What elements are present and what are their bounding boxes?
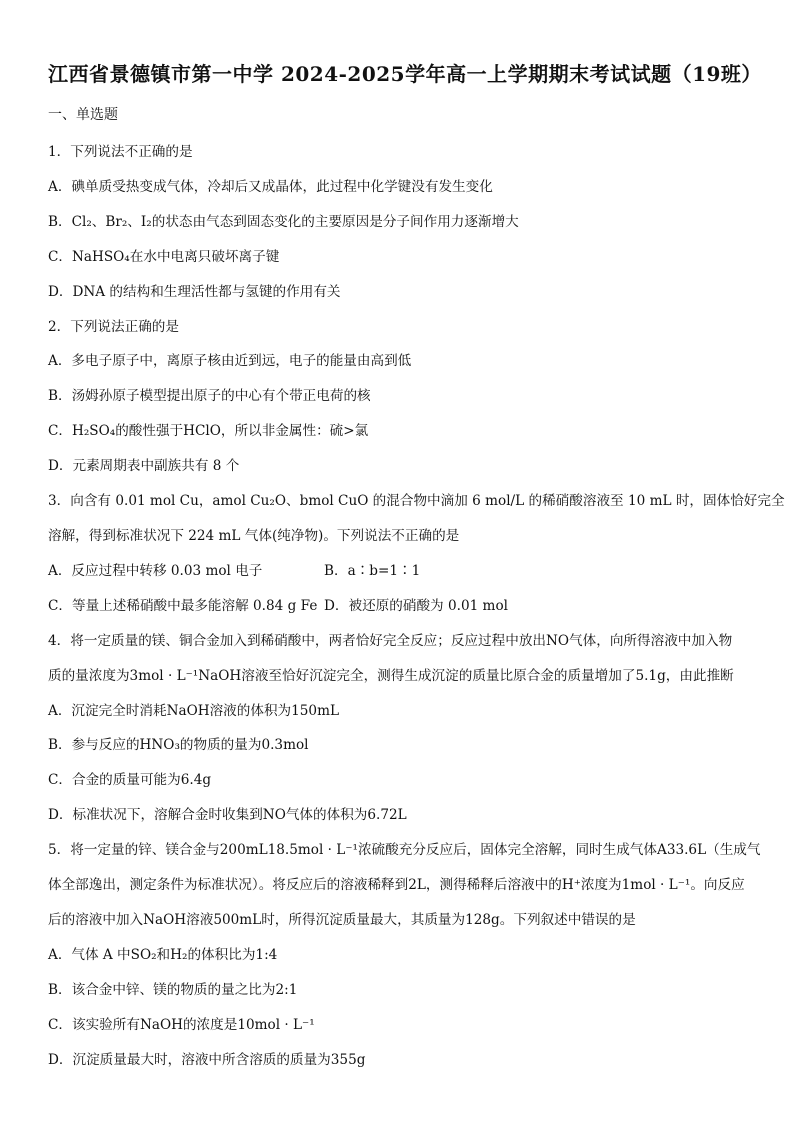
q1-option-a: A．碘单质受热变成气体，冷却后又成晶体，此过程中化学键没有发生变化	[48, 179, 493, 195]
q4-option-d: D．标准状况下，溶解合金时收集到NO气体的体积为6.72L	[48, 807, 407, 823]
q3-stem-line1: 3．向含有 0.01 mol Cu，amol Cu₂O、bmol CuO 的混合物中滴加 6 mol/L 的稀硝酸溶液至 10 mL 时，固体恰好完全	[48, 493, 785, 509]
q3-stem-line2: 溶解，得到标准状况下 224 mL 气体(纯净物)。下列说法不正确的是	[48, 528, 460, 544]
page-title: 江西省景德镇市第一中学 2024-2025学年高一上学期期末考试试题（19班）	[48, 62, 762, 86]
q4-option-a: A．沉淀完全时消耗NaOH溶液的体积为150mL	[48, 703, 339, 719]
q1-option-b: B．Cl₂、Br₂、I₂的状态由气态到固态变化的主要原因是分子间作用力逐渐增大	[48, 214, 519, 230]
q2-option-c: C．H₂SO₄的酸性强于HClO，所以非金属性：硫>氯	[48, 423, 369, 439]
q5-option-c: C．该实验所有NaOH的浓度是10mol · L⁻¹	[48, 1017, 315, 1033]
q5-stem-line3: 后的溶液中加入NaOH溶液500mL时，所得沉淀质量最大，其质量为128g。下列叙述中错误的是	[48, 912, 636, 928]
q5-stem-line1: 5．将一定量的锌、镁合金与200mL18.5mol · L⁻¹浓硫酸充分反应后，固体完全溶解，同时生成气体A33.6L（生成气	[48, 842, 761, 858]
section-heading: 一、单选题	[48, 107, 118, 123]
q1-option-c: C．NaHSO₄在水中电离只破坏离子键	[48, 249, 280, 265]
q3-option-c: C．等量上述稀硝酸中最多能溶解 0.84 g Fe	[48, 598, 318, 614]
q3-option-a: A．反应过程中转移 0.03 mol 电子	[48, 563, 263, 579]
q5-stem-line2: 体全部逸出，测定条件为标准状况）。将反应后的溶液稀释到2L，测得稀释后溶液中的H⁺浓度为1mol · L⁻¹。向反应	[48, 877, 745, 893]
q3-option-b: B．a∶b=1∶1	[324, 563, 421, 579]
q3-options-row2	[48, 594, 508, 614]
q1-option-d: D．DNA 的结构和生理活性都与氢键的作用有关	[48, 284, 341, 300]
q4-option-b: B．参与反应的HNO₃的物质的量为0.3mol	[48, 737, 309, 753]
q2-option-a: A．多电子原子中，离原子核由近到远，电子的能量由高到低	[48, 353, 412, 369]
q4-stem-line2: 质的量浓度为3mol · L⁻¹NaOH溶液至恰好沉淀完全，测得生成沉淀的质量比原合金的质量增加了5.1g，由此推断	[48, 668, 734, 684]
q2-option-b: B．汤姆孙原子模型提出原子的中心有个带正电荷的核	[48, 388, 371, 404]
q5-option-b: B．该合金中锌、镁的物质的量之比为2:1	[48, 982, 298, 998]
q3-options-row1	[48, 559, 420, 579]
q5-option-a: A．气体 A 中SO₂和H₂的体积比为1:4	[48, 947, 278, 963]
q2-option-d: D．元素周期表中副族共有 8 个	[48, 458, 240, 474]
q5-option-d: D．沉淀质量最大时，溶液中所含溶质的质量为355g	[48, 1052, 366, 1068]
q4-option-c: C．合金的质量可能为6.4g	[48, 772, 212, 788]
q4-stem-line1: 4．将一定质量的镁、铜合金加入到稀硝酸中，两者恰好完全反应；反应过程中放出NO气体，向所得溶液中加入物	[48, 633, 733, 649]
q1-stem: 1．下列说法不正确的是	[48, 144, 193, 160]
q3-option-d: D．被还原的硝酸为 0.01 mol	[324, 598, 508, 614]
q2-stem: 2．下列说法正确的是	[48, 319, 179, 335]
